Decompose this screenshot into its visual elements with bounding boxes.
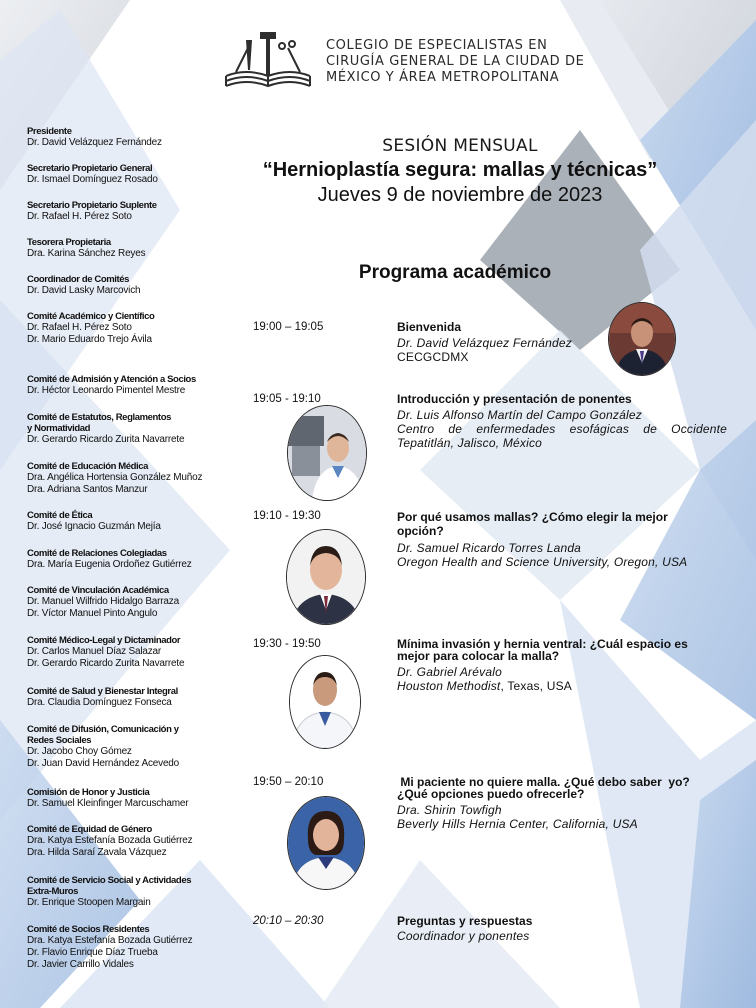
committee-title: Comité Médico-Legal y Dictaminador (27, 635, 181, 646)
committee-title: Comité de Admisión y Atención a Socios (27, 374, 196, 385)
committee-member: Dr. Ismael Domínguez Rosado (27, 174, 158, 185)
program-speaker: Dr. Gabriel Arévalo (397, 665, 502, 679)
committee-member: Dr. Víctor Manuel Pinto Angulo (27, 608, 158, 619)
committee-member: Dr. Enrique Stoopen Margain (27, 897, 151, 908)
committee-block (27, 237, 237, 260)
session-date: Jueves 9 de noviembre de 2023 (317, 184, 603, 206)
portrait-icon (288, 406, 366, 500)
program-time: 19:10 - 19:30 (253, 510, 321, 522)
portrait-icon (287, 530, 365, 624)
committee-block (27, 126, 237, 149)
committee-member: Dr. Mario Eduardo Trejo Ávila (27, 334, 152, 345)
committee-block (27, 585, 237, 620)
session-header (230, 136, 690, 207)
program-speaker: Dr. Luis Alfonso Martín del Campo González (397, 408, 642, 422)
committee-member: Dr. Manuel Wilfrido Hidalgo Barraza (27, 596, 179, 607)
speaker-photo (287, 405, 367, 501)
committee-member: Dra. Claudia Domínguez Fonseca (27, 697, 172, 708)
speaker-photo (608, 302, 676, 376)
program-institution-location: , Texas, USA (500, 679, 573, 693)
committee-title: Presidente (27, 126, 72, 137)
program-time: 19:00 – 19:05 (253, 321, 324, 333)
program-title: Bienvenida (397, 320, 462, 334)
committee-member: Dra. Karina Sánchez Reyes (27, 248, 146, 259)
program-title: Mínima invasión y hernia ventral: ¿Cuál espacio es mejor para colocar la malla? (397, 637, 688, 663)
committee-block (27, 200, 237, 223)
committee-block (27, 374, 237, 397)
committee-block (27, 824, 237, 859)
session-title: “Hernioplastía segura: mallas y técnicas” (262, 159, 658, 181)
session-label: SESIÓN MENSUAL (382, 136, 538, 156)
committee-member: Dr. Javier Carrillo Vidales (27, 959, 134, 970)
program-time: 20:10 – 20:30 (253, 915, 324, 927)
committee-member: Dr. Rafael H. Pérez Soto (27, 211, 132, 222)
program-speaker: Dr. David Velázquez Fernández (397, 336, 572, 350)
committee-title: Comité de Relaciones Colegiadas (27, 548, 167, 559)
institution-line: CIRUGÍA GENERAL DE LA CIUDAD DE (326, 54, 585, 69)
speaker-photo (287, 796, 365, 890)
committee-member: Dra. Adriana Santos Manzur (27, 484, 148, 495)
committee-title: Secretario Propietario General (27, 163, 153, 174)
committee-member: Dra. Katya Estefanía Bozada Gutiérrez (27, 835, 193, 846)
committee-block (27, 686, 237, 709)
committee-member: Dr. Gerardo Ricardo Zurita Navarrete (27, 658, 185, 669)
committee-block (27, 510, 237, 533)
committee-block (27, 924, 237, 971)
program-institution: Beverly Hills Hernia Center, California, USA (397, 817, 638, 831)
book-scalpel-logo-icon (222, 30, 314, 88)
institution-line: MÉXICO Y ÁREA METROPOLITANA (326, 70, 560, 85)
portrait-icon (290, 656, 360, 748)
committee-member: Dr. Carlos Manuel Díaz Salazar (27, 646, 162, 657)
institution-name (326, 38, 584, 86)
program-institution: Centro de enfermedades esofágicas de Occidente Tepatitlán, Jalisco, México (397, 422, 727, 450)
program-institution: Houston Methodist (397, 679, 501, 693)
committee-block (27, 461, 237, 496)
committee-title: Comité de Ética (27, 510, 93, 521)
committee-block (27, 875, 237, 909)
committee-block (27, 274, 237, 297)
speaker-photo (289, 655, 361, 749)
program-speaker: Dr. Samuel Ricardo Torres Landa (397, 541, 582, 555)
committee-member: Dra. Katya Estefanía Bozada Gutiérrez (27, 935, 193, 946)
committee-block (27, 635, 237, 670)
program-heading: Programa académico (358, 262, 552, 283)
committee-block (27, 787, 237, 810)
committee-title: Comité de Vinculación Académica (27, 585, 169, 596)
program-title: Introducción y presentación de ponentes (397, 392, 632, 406)
committee-title: Coordinador de Comités (27, 274, 130, 285)
committee-member: Dr. David Lasky Marcovich (27, 285, 141, 296)
committee-title: Comité de Difusión, Comunicación y Redes Sociales (27, 724, 179, 746)
program-speaker: Dra. Shirin Towfigh (397, 803, 502, 817)
committee-member: Dra. María Eugenia Ordoñez Gutiérrez (27, 559, 192, 570)
portrait-icon (609, 303, 675, 375)
committee-title: Secretario Propietario Suplente (27, 200, 157, 211)
committee-title: Comité de Estatutos, Reglamentos y Normatividad (27, 412, 171, 434)
program-institution: Oregon Health and Science University, Oregon, USA (397, 555, 688, 569)
committee-title: Comité Académico y Científico (27, 311, 155, 322)
program-time: 19:30 - 19:50 (253, 638, 321, 650)
committee-title: Comité de Salud y Bienestar Integral (27, 686, 178, 697)
committee-member: Dr. David Velázquez Fernández (27, 137, 162, 148)
program-title: Por qué usamos mallas? ¿Cómo elegir la mejor opción? (397, 510, 668, 538)
committee-member: Dra. Hilda Saraí Zavala Vázquez (27, 847, 167, 858)
program-title: Mi paciente no quiere malla. ¿Qué debo saber yo? ¿Qué opciones puedo ofrecerle? (397, 775, 694, 801)
committee-member: Dra. Angélica Hortensia González Muñoz (27, 472, 203, 483)
program-time: 19:05 - 19:10 (253, 393, 321, 405)
committee-block (27, 311, 237, 346)
committee-member: Dr. José Ignacio Guzmán Mejía (27, 521, 161, 532)
committee-title: Comité de Educación Médica (27, 461, 149, 472)
program-time: 19:50 – 20:10 (253, 776, 324, 788)
committee-title: Comité de Equidad de Género (27, 824, 152, 835)
program-institution: CECGCDMX (397, 350, 469, 364)
institution-line: COLEGIO DE ESPECIALISTAS EN (326, 38, 548, 53)
committee-block (27, 724, 237, 770)
committee-block (27, 548, 237, 571)
committee-member: Dr. Héctor Leonardo Pimentel Mestre (27, 385, 186, 396)
committee-member: Dr. Jacobo Choy Gómez (27, 746, 132, 757)
committee-block (27, 412, 237, 446)
committee-member: Dr. Juan David Hernández Acevedo (27, 758, 180, 769)
committee-block (27, 163, 237, 186)
program-speaker: Coordinador y ponentes (397, 929, 530, 943)
speaker-photo (286, 529, 366, 625)
program-title: Preguntas y respuestas (397, 914, 533, 928)
committee-member: Dr. Samuel Kleinfinger Marcuschamer (27, 798, 189, 809)
committee-member: Dr. Rafael H. Pérez Soto (27, 322, 132, 333)
portrait-icon (288, 797, 364, 889)
committee-title: Comité de Socios Residentes (27, 924, 150, 935)
committee-title: Comisión de Honor y Justicia (27, 787, 150, 798)
committee-member: Dr. Flavio Enrique Díaz Trueba (27, 947, 158, 958)
committee-title: Tesorera Propietaria (27, 237, 111, 248)
committee-member: Dr. Gerardo Ricardo Zurita Navarrete (27, 434, 185, 445)
committee-title: Comité de Servicio Social y Actividades Extra-Muros (27, 875, 192, 897)
